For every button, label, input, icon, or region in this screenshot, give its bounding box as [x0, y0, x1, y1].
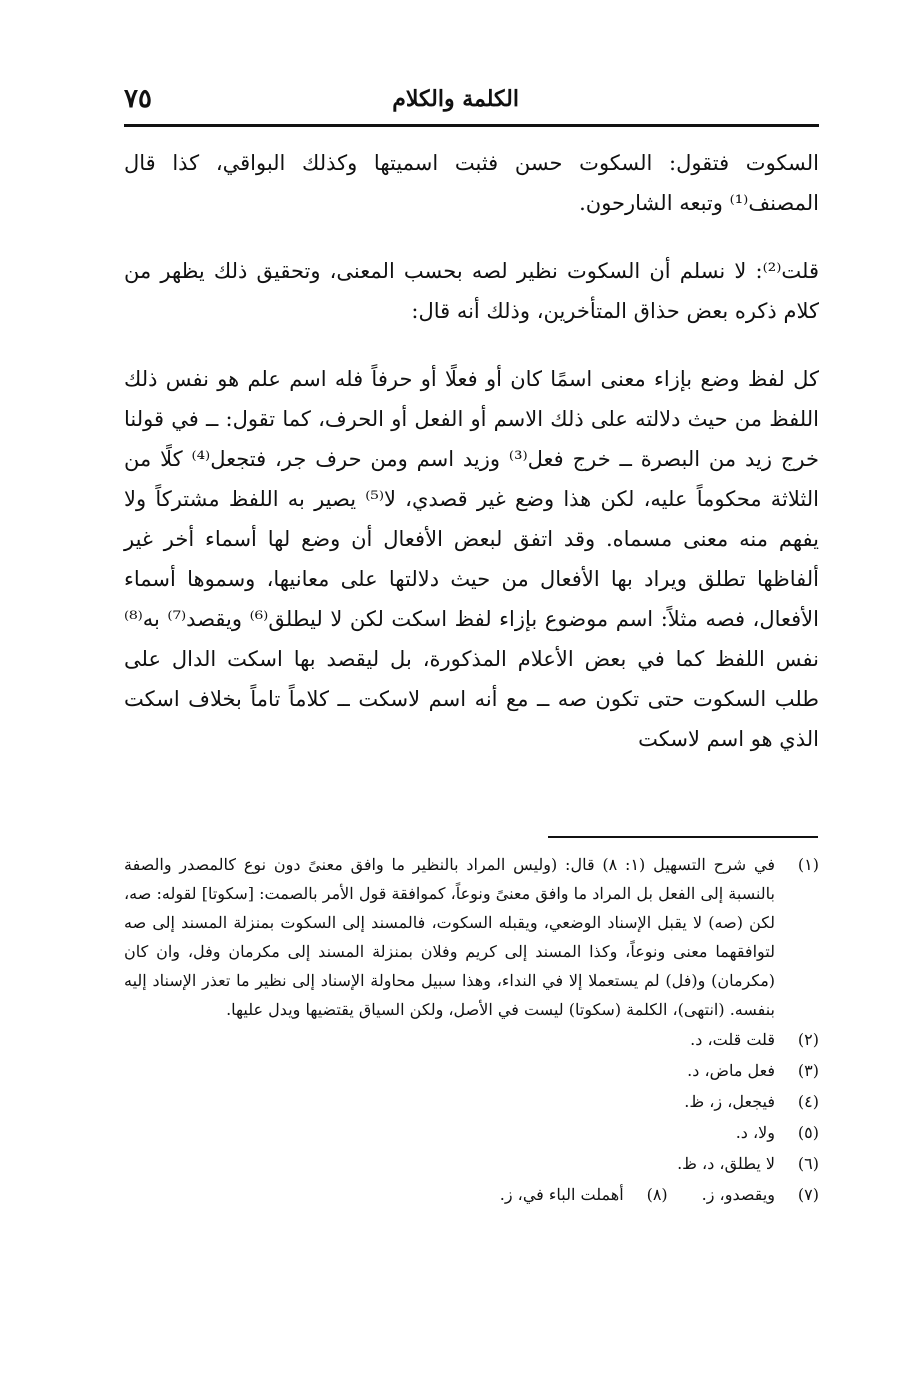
- page-title: الكلمة والكلام: [392, 86, 519, 112]
- footnote-text: فعل ماض، د.: [687, 1061, 775, 1080]
- footnote-number: (٥): [797, 1123, 819, 1142]
- footnote-number: (٨): [646, 1185, 668, 1204]
- footnote-5: [124, 1117, 819, 1148]
- running-header: [124, 84, 819, 124]
- footnote-text: ولا، د.: [735, 1123, 775, 1142]
- paragraph-2: قلت⁽²⁾: لا نسلم أن السكوت نظير لصه بحسب المعنى، وتحقيق ذلك يظهر من كلام ذكره بعض حذاق المتأخرين، وذلك أنه قال:: [124, 259, 819, 323]
- footnotes: [124, 850, 819, 1210]
- footnote-text: ويقصدو، ز.: [701, 1185, 775, 1204]
- footnote-1: [124, 850, 819, 1024]
- footnote-text: في شرح التسهيل (١: ٨) قال: (وليس المراد بالنظير ما وافق معنىً دون نوع كالمصدر والصفة بالنسبة إلى الفعل بل المراد ما وافق معنىً ونوعاً، كموافقة قول الأمر بالصمت: [سكوتا] لقوله: صه، لكن (صه) لا يقبل الإسناد الوضعي، ويقبله السكوت، فالمسند إلى السكوت بمنزلة المسند إلى صه لتوافقهما معنى ونوعاً، وكذا المسند إلى كريم وفلان بمنزلة المسند إلى مكرمان وفل، وان كان (مكرمان) و(فل) لم يستعملا إلا في النداء، وهذا سبيل محاولة الإسناد إلى نظير ما تعذر الإسناد إليه بنفسه. (انتهى)، الكلمة (سكوتا) ليست في الأصل، ولكن السياق يقتضيها ويدل عليها.: [124, 855, 775, 1019]
- footnote-text: فيجعل، ز، ظ.: [684, 1092, 775, 1111]
- paragraph-3: كل لفظ وضع بإزاء معنى اسمًا كان أو فعلًا أو حرفاً فله اسم علم هو نفس ذلك اللفظ من حيث دلالته على ذلك الاسم أو الفعل أو الحرف، كما تقول: ــ في قولنا خرج زيد من البصرة ــ خرج فعل⁽³⁾ وزيد اسم ومن حرف جر، فتجعل⁽⁴⁾ كلًا من الثلاثة محكوماً عليه، لكن هذا وضع غير قصدي، لا⁽⁵⁾ يصير به اللفظ مشتركاً ولا يفهم منه معنى مسماه. وقد اتفق لبعض الأفعال أن وضع لها أسماء أخر غير ألفاظها تطلق ويراد بها الأفعال من حيث دلالتها على معانيها، وسموها أسماء الأفعال، فصه مثلاً: اسم موضوع بإزاء لفظ اسكت لكن لا ليطلق⁽⁶⁾ ويقصد⁽⁷⁾ به⁽⁸⁾ نفس اللفظ كما في بعض الأعلام المذكورة، بل ليقصد بها اسكت الدال على طلب السكوت حتى تكون صه ــ مع أنه اسم لاسكت ــ كلاماً تاماً بخلاف اسكت الذي هو اسم لاسكت: [124, 367, 820, 751]
- footnote-number: (٣): [797, 1061, 819, 1080]
- footnote-text: لا يطلق، د، ظ.: [677, 1154, 775, 1173]
- footnote-number: (٢): [797, 1030, 819, 1049]
- footnote-4: [124, 1086, 819, 1117]
- footnote-number: (٧): [797, 1185, 819, 1204]
- page-number: ٧٥: [124, 84, 152, 114]
- footnote-number: (١): [797, 855, 819, 874]
- footnote-3: [124, 1055, 819, 1086]
- footnote-number: (٦): [797, 1154, 819, 1173]
- footnote-separator: [548, 836, 818, 838]
- footnote-text: قلت قلت، د.: [690, 1030, 775, 1049]
- footnote-6: [124, 1148, 819, 1179]
- footnote-text: أهملت الباء في، ز.: [499, 1185, 624, 1204]
- footnote-7-8: [124, 1179, 819, 1210]
- spacer: [668, 1179, 702, 1210]
- paragraph-1: السكوت فتقول: السكوت حسن فثبت اسميتها وكذلك البواقي، كذا قال المصنف⁽¹⁾ وتبعه الشارحون.: [124, 151, 819, 215]
- footnote-2: [124, 1024, 819, 1055]
- main-text: [124, 143, 819, 759]
- footnote-number: (٤): [797, 1092, 819, 1111]
- header-rule: [124, 124, 819, 127]
